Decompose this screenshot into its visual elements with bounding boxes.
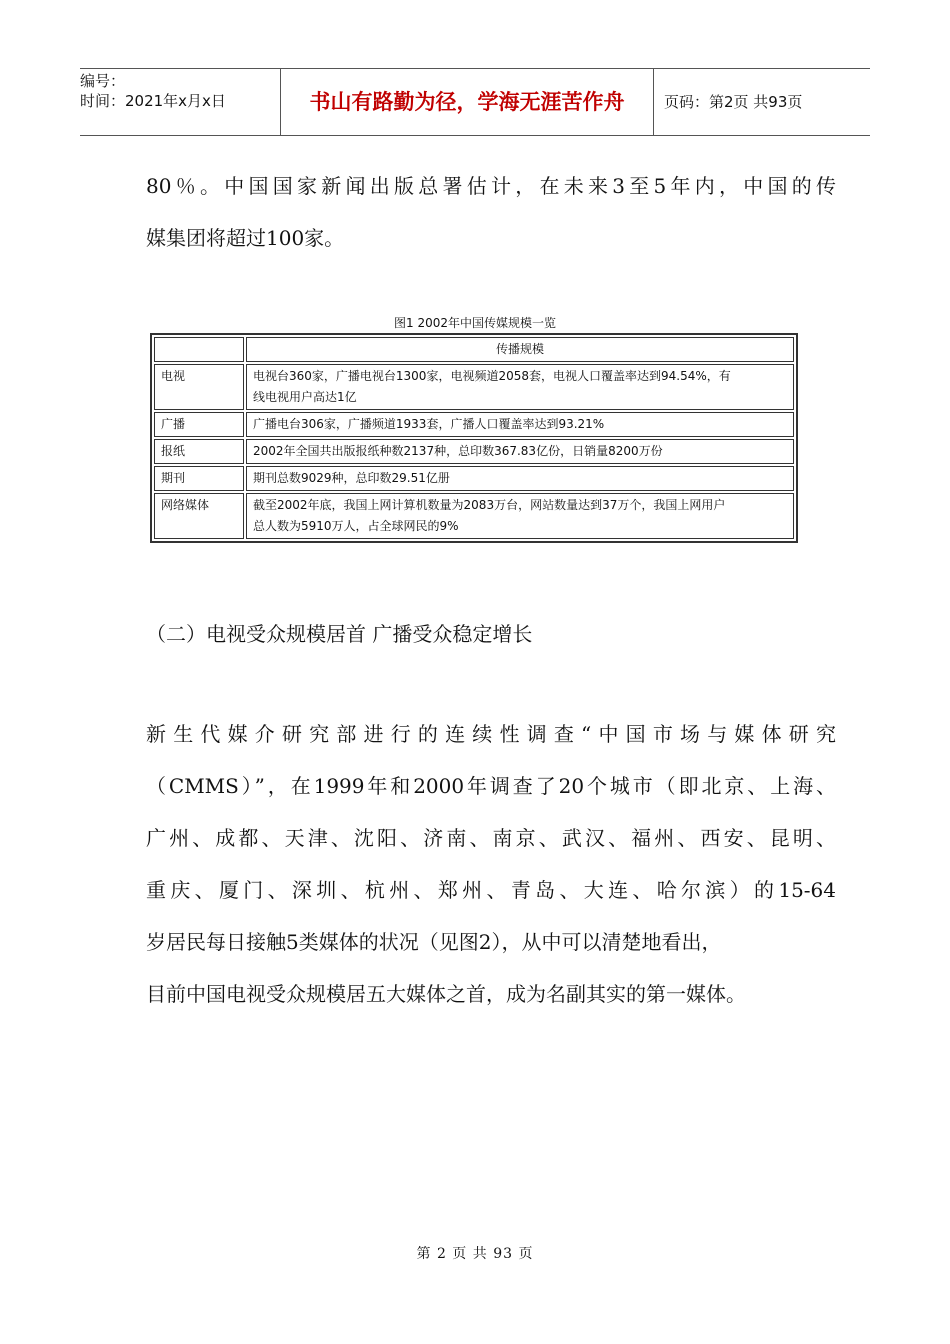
table-cell-line: 总人数为5910万人，占全球网民的9% — [253, 519, 459, 533]
header-meta — [80, 69, 281, 135]
table-cell-line: 电视台360家，广播电视台1300家，电视频道2058套，电视人口覆盖率达到94.54%，有 — [253, 369, 731, 383]
figure-caption: 图1 2002年中国传媒规模一览 — [394, 316, 556, 330]
table-header-cell-scale: 传播规模 — [246, 337, 794, 362]
page-header — [80, 68, 870, 136]
table-cell-scale — [246, 466, 794, 491]
table-row — [154, 466, 794, 491]
table-cell-scale — [246, 493, 794, 539]
table-cell-scale — [246, 412, 794, 437]
cmms-line: 岁居民每日接触5类媒体的状况（见图2），从中可以清楚地看出， — [146, 930, 722, 954]
cmms-line: 目前中国电视受众规模居五大媒体之首，成为名副其实的第一媒体。 — [146, 982, 746, 1006]
document-number-label: 编号： — [80, 72, 126, 90]
intro-line: 媒集团将超过100家。 — [146, 226, 345, 250]
intro-paragraph — [146, 160, 836, 264]
header-motto: 书山有路勤为径，学海无涯苦作舟 — [281, 69, 654, 135]
cmms-paragraph — [146, 708, 836, 1020]
table-cell-line: 截至2002年底，我国上网计算机数量为2083万台，网站数量达到37万个，我国上网用户 — [253, 498, 726, 512]
cmms-line: 重庆、厦门、深圳、杭州、郑州、青岛、大连、哈尔滨）的15-64 — [146, 878, 836, 902]
table-row — [154, 439, 794, 464]
table-cell-category: 电视 — [154, 364, 244, 410]
table-row — [154, 493, 794, 539]
table-header-cell-category — [154, 337, 244, 362]
table-cell-category: 期刊 — [154, 466, 244, 491]
table-cell-category: 报纸 — [154, 439, 244, 464]
page-footer: 第 2 页 共 93 页 — [416, 1246, 534, 1262]
cmms-line: （CMMS）”，在1999年和2000年调查了20个城市（即北京、上海、 — [146, 774, 836, 798]
intro-line: 80％。中国国家新闻出版总署估计，在未来3至5年内，中国的传 — [146, 174, 836, 198]
cmms-line: 新生代媒介研究部进行的连续性调查“中国市场与媒体研究 — [146, 722, 836, 746]
table-cell-line: 2002年全国共出版报纸种数2137种，总印数367.83亿份，日销量8200万份 — [253, 444, 663, 458]
table-cell-scale — [246, 364, 794, 410]
document-time-label: 时间：2021年x月x日 — [80, 92, 226, 110]
header-page-indicator: 页码：第2页 共93页 — [664, 93, 803, 111]
table-cell-line: 线电视用户高达1亿 — [253, 390, 357, 404]
table-cell-scale — [246, 439, 794, 464]
media-scale-table — [150, 333, 798, 543]
table-row — [154, 364, 794, 410]
table-cell-line: 期刊总数9029种，总印数29.51亿册 — [253, 471, 450, 485]
table-cell-category: 网络媒体 — [154, 493, 244, 539]
section-heading: （二）电视受众规模居首 广播受众稳定增长 — [146, 622, 533, 646]
table-row — [154, 412, 794, 437]
cmms-line: 广州、成都、天津、沈阳、济南、南京、武汉、福州、西安、昆明、 — [146, 826, 836, 850]
table-header-row — [154, 337, 794, 362]
table-cell-line: 广播电台306家，广播频道1933套，广播人口覆盖率达到93.21% — [253, 417, 605, 431]
table-cell-category: 广播 — [154, 412, 244, 437]
